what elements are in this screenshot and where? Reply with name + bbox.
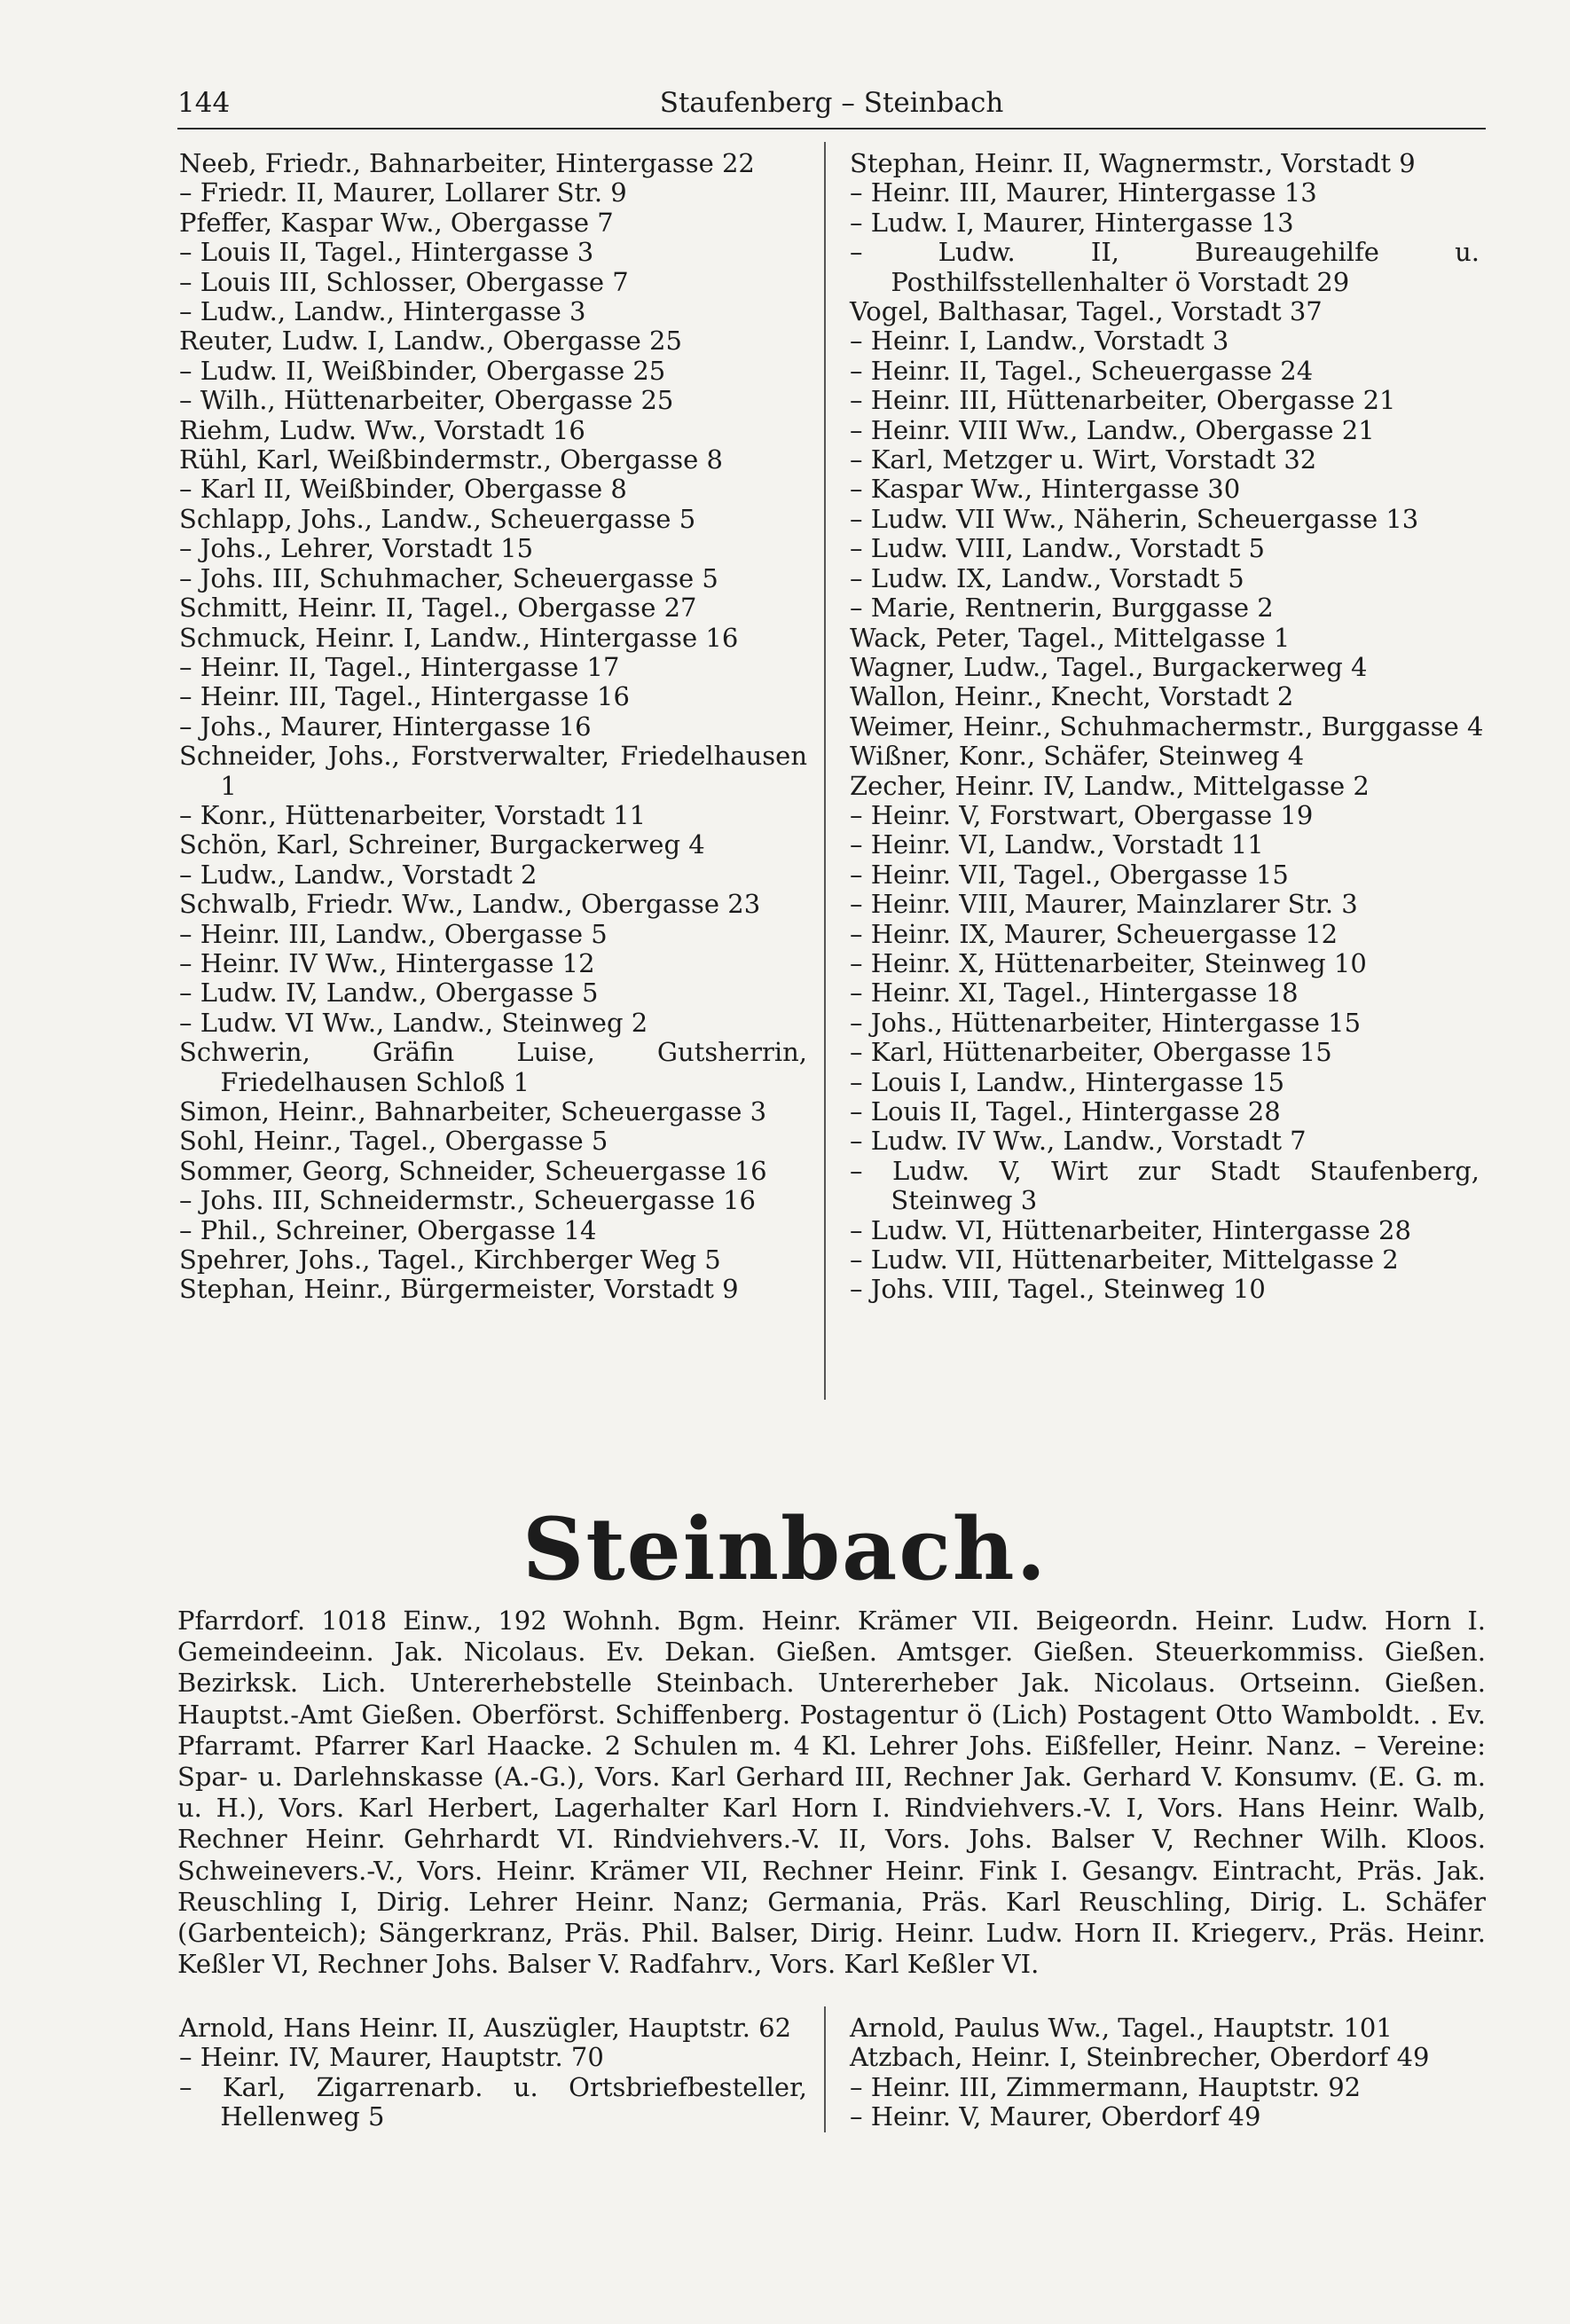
directory-entry: Sommer, Georg, Schneider, Scheuergasse 16 bbox=[179, 1155, 767, 1186]
directory-entry: – Louis I, Landw., Hintergasse 15 bbox=[850, 1066, 1285, 1097]
directory-entry: Schwalb, Friedr. Ww., Landw., Obergasse 23 bbox=[179, 889, 761, 920]
directory-entry: Arnold, Paulus Ww., Tagel., Hauptstr. 101 bbox=[850, 2013, 1393, 2043]
directory-entry: – Ludw. II, Weißbinder, Obergasse 25 bbox=[179, 355, 666, 386]
directory-entry: Pfeffer, Kaspar Ww., Obergasse 7 bbox=[179, 207, 614, 238]
directory-entry: Zecher, Heinr. IV, Landw., Mittelgasse 2 bbox=[850, 770, 1370, 801]
directory-entry: – Konr., Hüttenarbeiter, Vorstadt 11 bbox=[179, 799, 647, 830]
directory-entry: – Johs., Maurer, Hintergasse 16 bbox=[179, 711, 592, 742]
directory-entry: – Karl II, Weißbinder, Obergasse 8 bbox=[179, 474, 627, 505]
directory-entry: Wagner, Ludw., Tagel., Burgackerweg 4 bbox=[850, 651, 1368, 682]
directory-entry: – Karl, Metzger u. Wirt, Vorstadt 32 bbox=[850, 444, 1317, 475]
directory-entry: – Heinr. III, Zimmermann, Hauptstr. 92 bbox=[850, 2071, 1362, 2102]
column-divider bbox=[824, 142, 826, 1400]
directory-entry: – Ludw. VIII, Landw., Vorstadt 5 bbox=[850, 533, 1265, 564]
directory-entry: Vogel, Balthasar, Tagel., Vorstadt 37 bbox=[850, 296, 1323, 327]
directory-entry: Arnold, Hans Heinr. II, Auszügler, Hauptstr. 62 bbox=[179, 2013, 792, 2043]
directory-entry: – Heinr. IV Ww., Hintergasse 12 bbox=[179, 947, 595, 978]
directory-entry: – Heinr. V, Maurer, Oberdorf 49 bbox=[850, 2101, 1261, 2132]
directory-entry: – Louis III, Schlosser, Obergasse 7 bbox=[179, 266, 629, 297]
directory-entry: – Kaspar Ww., Hintergasse 30 bbox=[850, 474, 1241, 505]
directory-entry: – Heinr. III, Landw., Obergasse 5 bbox=[179, 918, 608, 949]
directory-entry: – Johs., Hüttenarbeiter, Hintergasse 15 bbox=[850, 1007, 1362, 1038]
directory-entry: Schneider, Johs., Forstverwalter, Friedelhausen 1 bbox=[179, 741, 807, 801]
directory-entry: Reuter, Ludw. I, Landw., Obergasse 25 bbox=[179, 326, 682, 357]
directory-entry: – Heinr. X, Hüttenarbeiter, Steinweg 10 bbox=[850, 947, 1367, 978]
section-title-steinbach: Steinbach. bbox=[522, 1499, 1048, 1599]
column-divider bbox=[824, 2006, 826, 2132]
directory-entry: – Karl, Hüttenarbeiter, Obergasse 15 bbox=[850, 1037, 1332, 1068]
directory-entry: – Heinr. VIII, Maurer, Mainzlarer Str. 3 bbox=[850, 889, 1358, 920]
header-rule bbox=[177, 128, 1486, 130]
directory-entry: – Karl, Zigarrenarb. u. Ortsbriefbesteller, Hellenweg 5 bbox=[179, 2071, 807, 2132]
directory-entry: – Heinr. II, Tagel., Hintergasse 17 bbox=[179, 651, 620, 682]
directory-entry: – Ludw. IV, Landw., Obergasse 5 bbox=[179, 977, 599, 1009]
directory-entry: – Johs. III, Schneidermstr., Scheuergasse 16 bbox=[179, 1185, 757, 1216]
directory-entry: – Heinr. V, Forstwart, Obergasse 19 bbox=[850, 799, 1314, 830]
directory-entry: – Heinr. IX, Maurer, Scheuergasse 12 bbox=[850, 918, 1338, 949]
directory-entry: Atzbach, Heinr. I, Steinbrecher, Oberdorf 49 bbox=[850, 2042, 1430, 2073]
directory-entry: – Johs. VIII, Tagel., Steinweg 10 bbox=[850, 1274, 1266, 1305]
directory-entry: – Ludw., Landw., Vorstadt 2 bbox=[179, 859, 538, 890]
directory-entry: Spehrer, Johs., Tagel., Kirchberger Weg 5 bbox=[179, 1244, 721, 1276]
directory-entry: – Ludw. IV Ww., Landw., Vorstadt 7 bbox=[850, 1126, 1307, 1157]
directory-entry: Stephan, Heinr., Bürgermeister, Vorstadt 9 bbox=[179, 1274, 739, 1305]
directory-entry: – Ludw., Landw., Hintergasse 3 bbox=[179, 296, 586, 327]
steinbach-left-column bbox=[179, 2014, 807, 2132]
running-title: Staufenberg – Steinbach bbox=[659, 87, 1004, 119]
directory-entry: – Friedr. II, Maurer, Lollarer Str. 9 bbox=[179, 177, 627, 208]
directory-entry: – Ludw. IX, Landw., Vorstadt 5 bbox=[850, 562, 1244, 593]
page-number: 144 bbox=[177, 87, 231, 119]
directory-entry: – Heinr. VI, Landw., Vorstadt 11 bbox=[850, 829, 1264, 860]
steinbach-right-column bbox=[850, 2014, 1480, 2132]
directory-entry: Wißner, Konr., Schäfer, Steinweg 4 bbox=[850, 741, 1305, 772]
directory-entry: Schlapp, Johs., Landw., Scheuergasse 5 bbox=[179, 503, 696, 534]
directory-entry: – Phil., Schreiner, Obergasse 14 bbox=[179, 1214, 597, 1245]
directory-entry: – Heinr. II, Tagel., Scheuergasse 24 bbox=[850, 355, 1314, 386]
directory-entry: – Ludw. V, Wirt zur Stadt Staufenberg, Steinweg 3 bbox=[850, 1155, 1480, 1216]
directory-entry: Simon, Heinr., Bahnarbeiter, Scheuergasse 3 bbox=[179, 1096, 767, 1127]
directory-entry: – Ludw. I, Maurer, Hintergasse 13 bbox=[850, 207, 1294, 238]
directory-entry: Neeb, Friedr., Bahnarbeiter, Hintergasse 22 bbox=[179, 148, 755, 178]
directory-entry: Schmuck, Heinr. I, Landw., Hintergasse 16 bbox=[179, 622, 739, 653]
directory-entry: – Johs., Lehrer, Vorstadt 15 bbox=[179, 533, 534, 564]
directory-entry: Schmitt, Heinr. II, Tagel., Obergasse 27 bbox=[179, 593, 697, 624]
directory-entry: – Ludw. VII, Hüttenarbeiter, Mittelgasse 2 bbox=[850, 1244, 1399, 1276]
directory-entry: – Ludw. VI Ww., Landw., Steinweg 2 bbox=[179, 1007, 648, 1038]
steinbach-intro-paragraph: Pfarrdorf. 1018 Einw., 192 Wohnh. Bgm. Heinr. Krämer VII. Beigeordn. Heinr. Ludw. Horn I. Gemeindeeinn. Jak. Nicolaus. Ev. Dekan. Gießen. Amtsger. Gießen. Steuerkommiss. Gießen. Bezirksk. Lich. Untererhebstelle Steinbach. Untererheber Jak. Nicolaus. Ortseinn. Gießen. Hauptst.-Amt Gießen. Oberförst. Schiffenberg. Postagentur ö (Lich) Postagent Otto Wamboldt. . Ev. Pfarramt. Pfarrer Karl Haacke. 2 Schulen m. 4 Kl. Lehrer Johs. Eißfeller, Heinr. Nanz. – Vereine: Spar- u. Darlehnskasse (A.-G.), Vors. Karl Gerhard III, Rechner Jak. Gerhard V. Konsumv. (E. G. m. u. H.), Vors. Karl Herbert, Lagerhalter Karl Horn I. Rindviehvers.-V. I, Vors. Hans Heinr. Walb, Rechner Heinr. Gehrhardt VI. Rindviehvers.-V. II, Vors. Johs. Balser V, Rechner Wilh. Kloos. Schweinevers.-V., Vors. Heinr. Krämer VII, Rechner Heinr. Fink I. Gesangv. Eintracht, Präs. Jak. Reuschling I, Dirig. Lehrer Heinr. Nanz; Germania, Präs. Karl Reuschling, Dirig. L. Schäfer (Garbenteich); Sängerkranz, Präs. Phil. Balser, Dirig. Heinr. Ludw. Horn II. Kriegerv., Präs. Heinr. Keßler VI, Rechner Johs. Balser V. Radfahrv., Vors. Karl Keßler VI. bbox=[177, 1606, 1486, 1980]
directory-entry: – Heinr. VII, Tagel., Obergasse 15 bbox=[850, 859, 1289, 890]
directory-entry: Wallon, Heinr., Knecht, Vorstadt 2 bbox=[850, 681, 1294, 712]
directory-entry: Riehm, Ludw. Ww., Vorstadt 16 bbox=[179, 414, 585, 445]
directory-entry: – Ludw. II, Bureaugehilfe u. Posthilfsstellenhalter ö Vorstadt 29 bbox=[850, 237, 1480, 297]
directory-entry: – Wilh., Hüttenarbeiter, Obergasse 25 bbox=[179, 385, 674, 416]
directory-entry: – Ludw. VII Ww., Näherin, Scheuergasse 13 bbox=[850, 503, 1419, 534]
staufenberg-left-column bbox=[179, 149, 807, 1305]
directory-entry: Stephan, Heinr. II, Wagnermstr., Vorstadt 9 bbox=[850, 148, 1416, 178]
directory-entry: – Heinr. I, Landw., Vorstadt 3 bbox=[850, 326, 1229, 357]
directory-entry: Weimer, Heinr., Schuhmachermstr., Burggasse 4 bbox=[850, 711, 1484, 742]
directory-entry: – Johs. III, Schuhmacher, Scheuergasse 5 bbox=[179, 562, 718, 593]
directory-entry: – Heinr. XI, Tagel., Hintergasse 18 bbox=[850, 977, 1299, 1009]
directory-entry: Schwerin, Gräfin Luise, Gutsherrin, Friedelhausen Schloß 1 bbox=[179, 1037, 807, 1097]
directory-entry: – Heinr. VIII Ww., Landw., Obergasse 21 bbox=[850, 414, 1375, 445]
directory-entry: – Louis II, Tagel., Hintergasse 28 bbox=[850, 1096, 1281, 1127]
directory-entry: – Marie, Rentnerin, Burggasse 2 bbox=[850, 593, 1274, 624]
directory-entry: Sohl, Heinr., Tagel., Obergasse 5 bbox=[179, 1126, 608, 1157]
directory-entry: – Heinr. III, Maurer, Hintergasse 13 bbox=[850, 177, 1317, 208]
directory-entry: – Ludw. VI, Hüttenarbeiter, Hintergasse 28 bbox=[850, 1214, 1411, 1245]
staufenberg-right-column bbox=[850, 148, 1484, 1305]
directory-entry: – Heinr. III, Hüttenarbeiter, Obergasse 21 bbox=[850, 385, 1396, 416]
page-header bbox=[177, 87, 1486, 126]
directory-entry: – Heinr. IV, Maurer, Hauptstr. 70 bbox=[179, 2042, 604, 2073]
directory-entry: Wack, Peter, Tagel., Mittelgasse 1 bbox=[850, 622, 1291, 653]
directory-entry: Rühl, Karl, Weißbindermstr., Obergasse 8 bbox=[179, 444, 723, 475]
directory-entry: Schön, Karl, Schreiner, Burgackerweg 4 bbox=[179, 829, 705, 860]
directory-entry: – Louis II, Tagel., Hintergasse 3 bbox=[179, 237, 594, 268]
directory-entry: – Heinr. III, Tagel., Hintergasse 16 bbox=[179, 681, 630, 712]
